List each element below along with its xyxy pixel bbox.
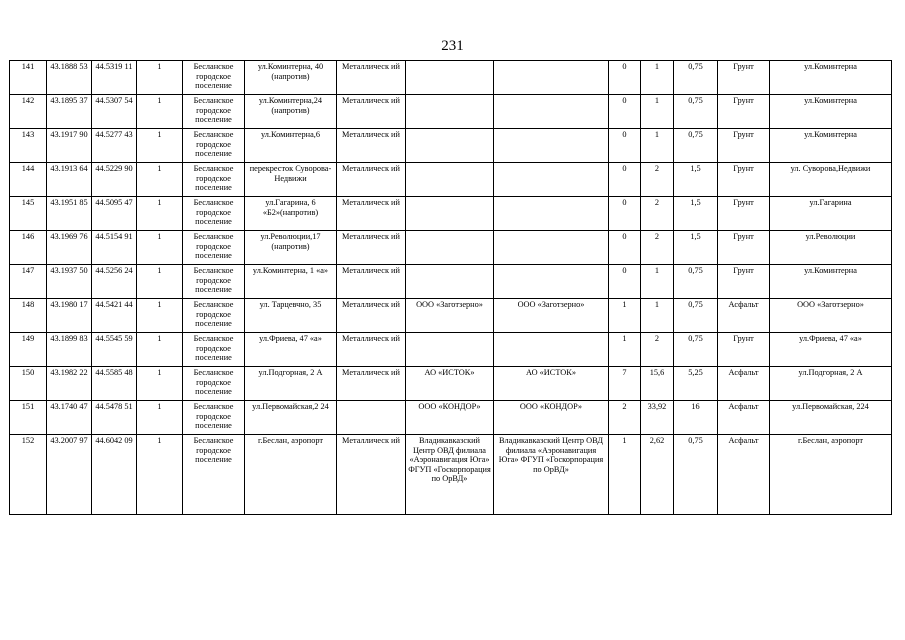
row-number-cell: 152 <box>10 435 47 515</box>
surface-cell: Асфальт <box>718 435 770 515</box>
volume-cell: 0,75 <box>674 61 718 95</box>
area-cell: 2 <box>641 163 674 197</box>
location-cell: ул.Гагарина <box>770 197 892 231</box>
owner-cell <box>406 61 494 95</box>
owner-cell <box>406 95 494 129</box>
area-cell: 15,6 <box>641 367 674 401</box>
latitude-cell: 43.1895 37 <box>47 95 92 129</box>
row-number-cell: 144 <box>10 163 47 197</box>
location-cell: ул.Подгорная, 2 А <box>770 367 892 401</box>
area-cell: 1 <box>641 61 674 95</box>
count-cell: 1 <box>137 163 183 197</box>
surface-cell: Грунт <box>718 61 770 95</box>
balance-holder-cell: АО «ИСТОК» <box>494 367 609 401</box>
location-cell: ул.Первомайская, 224 <box>770 401 892 435</box>
latitude-cell: 43.1899 83 <box>47 333 92 367</box>
volume-cell: 5,25 <box>674 367 718 401</box>
address-cell: г.Беслан, аэропорт <box>245 435 337 515</box>
table-row <box>10 401 892 435</box>
address-cell: ул.Коминтерна, 40 (напротив) <box>245 61 337 95</box>
balance-holder-cell: ООО «Заготзерно» <box>494 299 609 333</box>
owner-cell: ООО «Заготзерно» <box>406 299 494 333</box>
quantity-cell: 0 <box>609 61 641 95</box>
material-cell: Металлическ ий <box>337 299 406 333</box>
balance-holder-cell <box>494 129 609 163</box>
volume-cell: 0,75 <box>674 435 718 515</box>
settlement-cell: Бесланское городское поселение <box>183 197 245 231</box>
row-number-cell: 143 <box>10 129 47 163</box>
row-number-cell: 141 <box>10 61 47 95</box>
longitude-cell: 44.5545 59 <box>92 333 137 367</box>
count-cell: 1 <box>137 61 183 95</box>
surface-cell: Грунт <box>718 197 770 231</box>
quantity-cell: 0 <box>609 129 641 163</box>
address-cell: ул.Фриева, 47 «а» <box>245 333 337 367</box>
surface-cell: Асфальт <box>718 299 770 333</box>
page-number: 231 <box>441 38 464 54</box>
area-cell: 2,62 <box>641 435 674 515</box>
quantity-cell: 0 <box>609 197 641 231</box>
row-number-cell: 147 <box>10 265 47 299</box>
row-number-cell: 151 <box>10 401 47 435</box>
address-cell: ул.Гагарина, 6 «Б2»(напротив) <box>245 197 337 231</box>
surface-cell: Грунт <box>718 163 770 197</box>
material-cell: Металлическ ий <box>337 265 406 299</box>
owner-cell: АО «ИСТОК» <box>406 367 494 401</box>
table-row <box>10 197 892 231</box>
count-cell: 1 <box>137 197 183 231</box>
table-row <box>10 299 892 333</box>
latitude-cell: 43.1969 76 <box>47 231 92 265</box>
material-cell: Металлическ ий <box>337 95 406 129</box>
material-cell: Металлическ ий <box>337 435 406 515</box>
row-number-cell: 148 <box>10 299 47 333</box>
balance-holder-cell <box>494 163 609 197</box>
volume-cell: 0,75 <box>674 129 718 163</box>
longitude-cell: 44.5319 11 <box>92 61 137 95</box>
location-cell: ул.Коминтерна <box>770 61 892 95</box>
quantity-cell: 0 <box>609 265 641 299</box>
location-cell: ул.Революции <box>770 231 892 265</box>
location-cell: ул. Суворова,Недвижи <box>770 163 892 197</box>
material-cell: Металлическ ий <box>337 231 406 265</box>
surface-cell: Грунт <box>718 265 770 299</box>
settlement-cell: Бесланское городское поселение <box>183 333 245 367</box>
count-cell: 1 <box>137 95 183 129</box>
table-row <box>10 231 892 265</box>
area-cell: 2 <box>641 333 674 367</box>
location-cell: г.Беслан, аэропорт <box>770 435 892 515</box>
longitude-cell: 44.5307 54 <box>92 95 137 129</box>
area-cell: 1 <box>641 299 674 333</box>
area-cell: 33,92 <box>641 401 674 435</box>
table-row <box>10 163 892 197</box>
row-number-cell: 145 <box>10 197 47 231</box>
location-cell: ул.Коминтерна <box>770 129 892 163</box>
latitude-cell: 43.1951 85 <box>47 197 92 231</box>
address-cell: ул. Тарцевчно, 35 <box>245 299 337 333</box>
surface-cell: Асфальт <box>718 367 770 401</box>
table-row <box>10 95 892 129</box>
table-row <box>10 129 892 163</box>
owner-cell <box>406 333 494 367</box>
latitude-cell: 43.1980 17 <box>47 299 92 333</box>
address-cell: ул.Коминтерна,6 <box>245 129 337 163</box>
table-row <box>10 61 892 95</box>
longitude-cell: 44.5585 48 <box>92 367 137 401</box>
balance-holder-cell <box>494 197 609 231</box>
material-cell: Металлическ ий <box>337 333 406 367</box>
quantity-cell: 0 <box>609 95 641 129</box>
settlement-cell: Бесланское городское поселение <box>183 435 245 515</box>
latitude-cell: 43.1888 53 <box>47 61 92 95</box>
table-row <box>10 265 892 299</box>
latitude-cell: 43.2007 97 <box>47 435 92 515</box>
balance-holder-cell: Владикавказский Центр ОВД филиала «Аэронавигация Юга» ФГУП «Госкорпорация по ОрВД» <box>494 435 609 515</box>
balance-holder-cell: ООО «КОНДОР» <box>494 401 609 435</box>
material-cell: Металлическ ий <box>337 61 406 95</box>
surface-cell: Грунт <box>718 231 770 265</box>
volume-cell: 1,5 <box>674 231 718 265</box>
longitude-cell: 44.6042 09 <box>92 435 137 515</box>
settlement-cell: Бесланское городское поселение <box>183 367 245 401</box>
latitude-cell: 43.1937 50 <box>47 265 92 299</box>
longitude-cell: 44.5229 90 <box>92 163 137 197</box>
settlement-cell: Бесланское городское поселение <box>183 129 245 163</box>
quantity-cell: 7 <box>609 367 641 401</box>
latitude-cell: 43.1982 22 <box>47 367 92 401</box>
address-cell: ул.Революции,17 (напротив) <box>245 231 337 265</box>
owner-cell <box>406 129 494 163</box>
address-cell: ул.Коминтерна, 1 «а» <box>245 265 337 299</box>
owner-cell: ООО «КОНДОР» <box>406 401 494 435</box>
address-cell: ул.Подгорная, 2 А <box>245 367 337 401</box>
registry-table <box>9 60 892 515</box>
volume-cell: 0,75 <box>674 95 718 129</box>
balance-holder-cell <box>494 333 609 367</box>
quantity-cell: 1 <box>609 435 641 515</box>
volume-cell: 0,75 <box>674 299 718 333</box>
count-cell: 1 <box>137 231 183 265</box>
settlement-cell: Бесланское городское поселение <box>183 299 245 333</box>
area-cell: 1 <box>641 265 674 299</box>
address-cell: ул.Первомайская,2 24 <box>245 401 337 435</box>
settlement-cell: Бесланское городское поселение <box>183 163 245 197</box>
location-cell: ул.Коминтерна <box>770 95 892 129</box>
count-cell: 1 <box>137 299 183 333</box>
owner-cell <box>406 197 494 231</box>
material-cell: Металлическ ий <box>337 367 406 401</box>
longitude-cell: 44.5095 47 <box>92 197 137 231</box>
owner-cell <box>406 231 494 265</box>
longitude-cell: 44.5256 24 <box>92 265 137 299</box>
longitude-cell: 44.5277 43 <box>92 129 137 163</box>
row-number-cell: 142 <box>10 95 47 129</box>
volume-cell: 1,5 <box>674 197 718 231</box>
volume-cell: 16 <box>674 401 718 435</box>
count-cell: 1 <box>137 367 183 401</box>
material-cell: Металлическ ий <box>337 163 406 197</box>
settlement-cell: Бесланское городское поселение <box>183 401 245 435</box>
quantity-cell: 0 <box>609 163 641 197</box>
longitude-cell: 44.5154 91 <box>92 231 137 265</box>
area-cell: 2 <box>641 197 674 231</box>
balance-holder-cell <box>494 231 609 265</box>
latitude-cell: 43.1917 90 <box>47 129 92 163</box>
settlement-cell: Бесланское городское поселение <box>183 61 245 95</box>
count-cell: 1 <box>137 401 183 435</box>
surface-cell: Асфальт <box>718 401 770 435</box>
volume-cell: 1,5 <box>674 163 718 197</box>
longitude-cell: 44.5421 44 <box>92 299 137 333</box>
row-number-cell: 149 <box>10 333 47 367</box>
quantity-cell: 1 <box>609 299 641 333</box>
longitude-cell: 44.5478 51 <box>92 401 137 435</box>
volume-cell: 0,75 <box>674 265 718 299</box>
material-cell: Металлическ ий <box>337 197 406 231</box>
settlement-cell: Бесланское городское поселение <box>183 265 245 299</box>
surface-cell: Грунт <box>718 333 770 367</box>
settlement-cell: Бесланское городское поселение <box>183 95 245 129</box>
count-cell: 1 <box>137 265 183 299</box>
surface-cell: Грунт <box>718 95 770 129</box>
balance-holder-cell <box>494 265 609 299</box>
volume-cell: 0,75 <box>674 333 718 367</box>
address-cell: ул.Коминтерна,24 (напротив) <box>245 95 337 129</box>
quantity-cell: 0 <box>609 231 641 265</box>
count-cell: 1 <box>137 129 183 163</box>
location-cell: ул.Коминтерна <box>770 265 892 299</box>
area-cell: 1 <box>641 129 674 163</box>
material-cell: Металлическ ий <box>337 129 406 163</box>
table-row <box>10 333 892 367</box>
area-cell: 2 <box>641 231 674 265</box>
count-cell: 1 <box>137 435 183 515</box>
quantity-cell: 2 <box>609 401 641 435</box>
table-row <box>10 435 892 515</box>
latitude-cell: 43.1740 47 <box>47 401 92 435</box>
balance-holder-cell <box>494 95 609 129</box>
location-cell: ООО «Заготзерно» <box>770 299 892 333</box>
location-cell: ул.Фриева, 47 «а» <box>770 333 892 367</box>
table-row <box>10 367 892 401</box>
owner-cell: Владикавказский Центр ОВД филиала «Аэронавигация Юга» ФГУП «Госкорпорация по ОрВД» <box>406 435 494 515</box>
row-number-cell: 150 <box>10 367 47 401</box>
row-number-cell: 146 <box>10 231 47 265</box>
material-cell <box>337 401 406 435</box>
surface-cell: Грунт <box>718 129 770 163</box>
area-cell: 1 <box>641 95 674 129</box>
latitude-cell: 43.1913 64 <box>47 163 92 197</box>
owner-cell <box>406 163 494 197</box>
owner-cell <box>406 265 494 299</box>
settlement-cell: Бесланское городское поселение <box>183 231 245 265</box>
address-cell: перекресток Суворова-Недвижи <box>245 163 337 197</box>
balance-holder-cell <box>494 61 609 95</box>
quantity-cell: 1 <box>609 333 641 367</box>
count-cell: 1 <box>137 333 183 367</box>
